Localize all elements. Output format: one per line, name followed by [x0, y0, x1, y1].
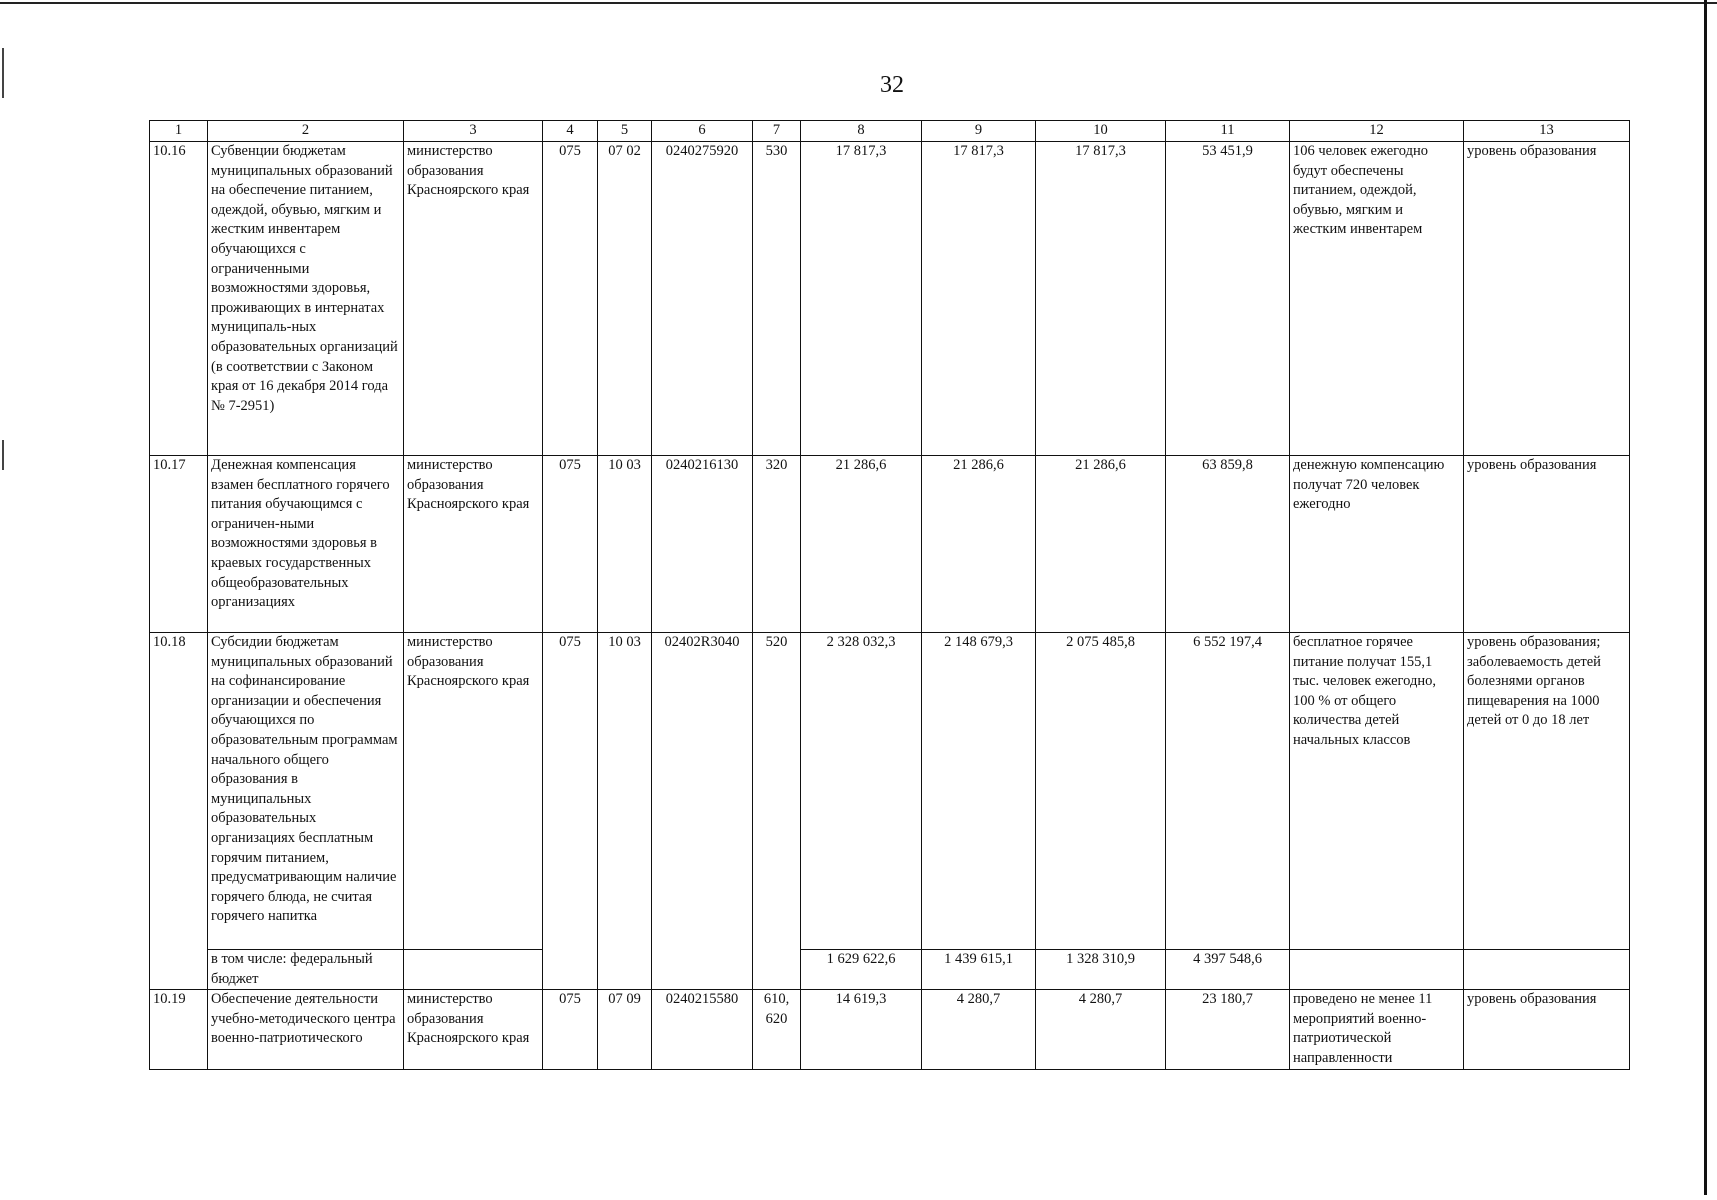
- grbs-code: 075: [543, 456, 598, 633]
- executor: министерство образования Красноярского края: [404, 990, 543, 1069]
- activity-name: Субсидии бюджетам муниципальных образований на софинансирование организации и обеспечения обучающихся по образовательным программам начального общего образования в муниципальных образовательных организациях бесплатным горячим питанием, предусматривающим наличие горячего блюда, не считая горячего напитка: [208, 633, 404, 950]
- csr-code: 0240275920: [652, 142, 753, 456]
- indicator: уровень образования: [1464, 990, 1630, 1069]
- year-3-amount: 2 075 485,8: [1036, 633, 1166, 950]
- executor: министерство образования Красноярского края: [404, 142, 543, 456]
- column-header: 11: [1166, 121, 1290, 142]
- year-3-amount: 4 280,7: [1036, 990, 1166, 1069]
- csr-code: 0240216130: [652, 456, 753, 633]
- expected-result-empty: [1290, 950, 1464, 990]
- executor-continuation: [404, 950, 543, 990]
- column-header: 5: [598, 121, 652, 142]
- expected-result: бесплатное горячее питание получат 155,1 тыс. человек ежегодно, 100 % от общего количества детей начальных классов: [1290, 633, 1464, 950]
- column-header: 1: [150, 121, 208, 142]
- rzpr-code: 07 02: [598, 142, 652, 456]
- grbs-code: 075: [543, 142, 598, 456]
- vr-code: 320: [753, 456, 801, 633]
- column-header: 3: [404, 121, 543, 142]
- total-amount: 6 552 197,4: [1166, 633, 1290, 950]
- column-header: 13: [1464, 121, 1630, 142]
- indicator: уровень образования: [1464, 142, 1630, 456]
- year-1-federal-amount: 1 629 622,6: [801, 950, 922, 990]
- year-2-amount: 2 148 679,3: [922, 633, 1036, 950]
- scan-border-right: [1704, 0, 1707, 1195]
- column-number-header-row: [150, 121, 1630, 142]
- expected-result: денежную компенсацию получат 720 человек ежегодно: [1290, 456, 1464, 633]
- column-header: 4: [543, 121, 598, 142]
- activity-name: Субвенции бюджетам муниципальных образований на обеспечение питанием, одеждой, обувью, мягким и жестким инвентарем обучающихся с ограниченными возможностями здоровья, проживающих в интернатах муниципаль-ных образовательных организаций (в соответствии с Законом края от 16 декабря 2014 года № 7-2951): [208, 142, 404, 456]
- grbs-code: 075: [543, 633, 598, 990]
- row-number: 10.17: [150, 456, 208, 633]
- expected-result: 106 человек ежегодно будут обеспечены питанием, одеждой, обувью, мягким и жестким инвентарем: [1290, 142, 1464, 456]
- row-number: 10.16: [150, 142, 208, 456]
- activity-name: Денежная компенсация взамен бесплатного горячего питания обучающимся с ограничен-ными возможностями здоровья в краевых государственных общеобразовательных организациях: [208, 456, 404, 633]
- indicator: уровень образования; заболеваемость детей болезнями органов пищеварения на 1000 детей от 0 до 18 лет: [1464, 633, 1630, 950]
- csr-code: 02402R3040: [652, 633, 753, 990]
- table-row: [150, 142, 1630, 456]
- activity-name: Обеспечение деятельности учебно-методического центра военно-патриотического: [208, 990, 404, 1069]
- column-header: 12: [1290, 121, 1464, 142]
- subrow-name: в том числе: федеральный бюджет: [208, 950, 404, 990]
- year-3-amount: 17 817,3: [1036, 142, 1166, 456]
- rzpr-code: 07 09: [598, 990, 652, 1069]
- year-1-amount: 21 286,6: [801, 456, 922, 633]
- column-header: 2: [208, 121, 404, 142]
- column-header: 8: [801, 121, 922, 142]
- column-header: 9: [922, 121, 1036, 142]
- year-1-amount: 17 817,3: [801, 142, 922, 456]
- vr-code: 610, 620: [753, 990, 801, 1069]
- year-2-federal-amount: 1 439 615,1: [922, 950, 1036, 990]
- table-subrow: [150, 950, 1630, 990]
- total-federal-amount: 4 397 548,6: [1166, 950, 1290, 990]
- year-1-amount: 2 328 032,3: [801, 633, 922, 950]
- row-number: 10.18: [150, 633, 208, 990]
- year-3-amount: 21 286,6: [1036, 456, 1166, 633]
- indicator: уровень образования: [1464, 456, 1630, 633]
- table-row: [150, 456, 1630, 633]
- page-number: 32: [880, 72, 904, 98]
- year-2-amount: 4 280,7: [922, 990, 1036, 1069]
- executor: министерство образования Красноярского края: [404, 633, 543, 950]
- column-header: 7: [753, 121, 801, 142]
- indicator-empty: [1464, 950, 1630, 990]
- grbs-code: 075: [543, 990, 598, 1069]
- vr-code: 520: [753, 633, 801, 990]
- table-row: [150, 633, 1630, 950]
- rzpr-code: 10 03: [598, 633, 652, 990]
- vr-code: 530: [753, 142, 801, 456]
- total-amount: 23 180,7: [1166, 990, 1290, 1069]
- scan-mark: [2, 440, 4, 470]
- total-amount: 63 859,8: [1166, 456, 1290, 633]
- scan-border-top: [0, 2, 1717, 4]
- program-activities-table: [149, 120, 1630, 1070]
- total-amount: 53 451,9: [1166, 142, 1290, 456]
- rzpr-code: 10 03: [598, 456, 652, 633]
- year-2-amount: 21 286,6: [922, 456, 1036, 633]
- executor: министерство образования Красноярского края: [404, 456, 543, 633]
- year-1-amount: 14 619,3: [801, 990, 922, 1069]
- year-2-amount: 17 817,3: [922, 142, 1036, 456]
- expected-result: проведено не менее 11 мероприятий военно-патриотической направленности: [1290, 990, 1464, 1069]
- year-3-federal-amount: 1 328 310,9: [1036, 950, 1166, 990]
- table-row: [150, 990, 1630, 1069]
- column-header: 10: [1036, 121, 1166, 142]
- column-header: 6: [652, 121, 753, 142]
- row-number: 10.19: [150, 990, 208, 1069]
- csr-code: 0240215580: [652, 990, 753, 1069]
